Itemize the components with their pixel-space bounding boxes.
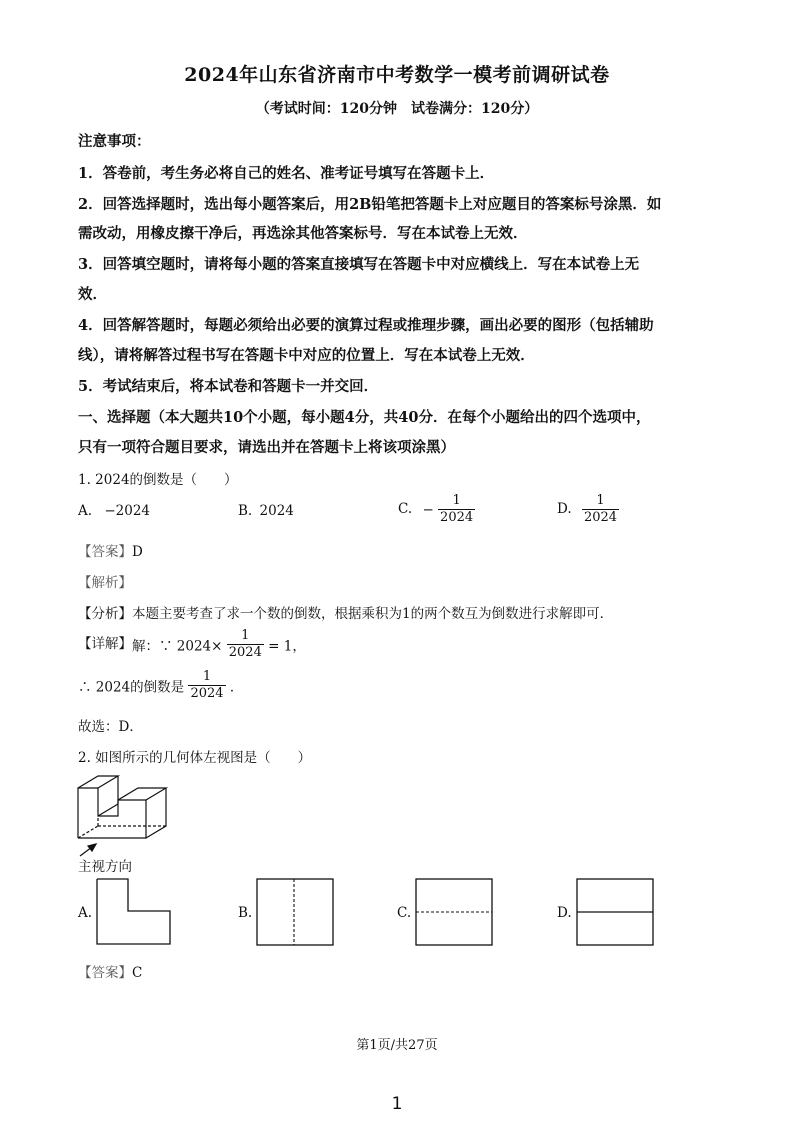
denominator: 2024: [583, 510, 618, 525]
page-number: 1: [391, 1094, 403, 1114]
q1-stem: 1. 2024的倒数是（ ）: [78, 472, 238, 488]
detail-expression: 解：∵ 2024×: [132, 638, 223, 655]
conclusion-end: ．: [229, 679, 244, 696]
q1-answer: [78, 540, 143, 560]
page-footer: 第1页/共27页: [356, 1038, 438, 1053]
q1-conclusion: [78, 669, 243, 702]
arrow-head-icon: [88, 844, 96, 851]
q2-option-a-figure: [96, 878, 172, 946]
q2-option-a-label: A.: [78, 905, 93, 921]
notice-line: 2．回答选择题时，选出每小题答案后，用2B铅笔把答题卡上对应题目的答案标号涂黑．如: [78, 196, 662, 213]
answer-value: C: [132, 965, 143, 981]
fraction: [227, 628, 264, 661]
tall-top-edge: [78, 776, 118, 788]
q1-analysis-tag: 【解析】: [78, 575, 132, 591]
denominator: 2024: [228, 645, 262, 660]
answer-value: D: [132, 544, 143, 560]
option-label: D.: [557, 501, 572, 517]
numerator: 1: [452, 493, 461, 508]
step-edge: [98, 804, 118, 816]
q2-option-b-figure: [256, 878, 334, 946]
notice-line: 线），请将解答过程书写在答题卡中对应的位置上．写在本试卷上无效．: [78, 347, 535, 364]
q1-choice: 故选：D．: [78, 719, 143, 735]
fenxi-tag: 【分析】: [78, 606, 132, 622]
q1-fenxi: [78, 602, 613, 622]
numerator: 1: [241, 628, 250, 643]
front-face-edge: [78, 788, 146, 838]
q2-option-d-label: D.: [557, 905, 572, 921]
q2-solid-figure: [70, 768, 190, 858]
low-top-edge: [118, 788, 166, 800]
option-label: C.: [398, 501, 413, 517]
fraction: [582, 493, 619, 526]
option-label: A.: [78, 503, 93, 519]
minus-sign: −: [422, 501, 434, 518]
option-label: B.: [238, 503, 253, 519]
q1-option-d: [557, 493, 619, 526]
fenxi-text: 本题主要考查了求一个数的倒数，根据乘积为1的两个数互为倒数进行求解即可．: [132, 606, 614, 622]
fraction: [438, 493, 475, 526]
answer-tag: 【答案】: [78, 544, 132, 560]
page-title: 2024年山东省济南市中考数学一模考前调研试卷: [184, 64, 610, 86]
q2-direction-label: 主视方向: [78, 859, 132, 875]
numerator: 1: [596, 493, 605, 508]
section-heading-cont: 只有一项符合题目要求，请选出并在答题卡上将该项涂黑）: [78, 439, 455, 456]
notice-line: 5．考试结束后，将本试卷和答题卡一并交回．: [78, 378, 379, 395]
numerator: 1: [202, 669, 212, 684]
detail-result: = 1，: [268, 638, 306, 655]
detail-tag: 【详解】: [78, 636, 132, 652]
notice-line: 4．回答解答题时，每题必须给出必要的演算过程或推理步骤，画出必要的图形（包括辅助: [78, 317, 654, 334]
hidden-edge: [78, 826, 98, 838]
denominator: 2024: [190, 686, 224, 701]
notice-line: 需改动，用橡皮擦干净后，再选涂其他答案标号．写在本试卷上无效．: [78, 225, 528, 242]
fraction: [188, 669, 225, 702]
section-heading: 一、选择题（本大题共10个小题，每小题4分，共40分．在每个小题给出的四个选项中，: [78, 409, 651, 426]
notice-line: 效．: [78, 286, 107, 303]
answer-tag: 【答案】: [78, 965, 132, 981]
q1-detail: [78, 628, 306, 661]
q1-option-a: [78, 503, 150, 519]
low-right-edge: [146, 788, 166, 838]
notice-line: 1．答卷前，考生务必将自己的姓名、准考证号填写在答题卡上．: [78, 165, 495, 182]
q1-option-b: [238, 503, 294, 519]
q2-stem: 2. 如图所示的几何体左视图是（ ）: [78, 750, 312, 766]
conclusion-text: ∴ 2024的倒数是: [78, 679, 185, 696]
q2-option-b-label: B.: [238, 905, 253, 921]
q2-answer: [78, 961, 142, 981]
q2-option-c-label: C.: [397, 905, 412, 921]
q1-option-c: [398, 493, 475, 526]
option-value: −2024: [104, 503, 151, 519]
notice-line: 3．回答填空题时，请将每小题的答案直接填写在答题卡中对应横线上．写在本试卷上无: [78, 256, 640, 273]
q2-option-d-figure: [576, 878, 654, 946]
q2-option-c-figure: [415, 878, 493, 946]
option-value: 2024: [259, 503, 294, 519]
notice-heading: 注意事项：: [78, 133, 151, 150]
exam-info: （考试时间：120分钟 试卷满分：120分）: [255, 101, 539, 117]
denominator: 2024: [440, 510, 474, 525]
